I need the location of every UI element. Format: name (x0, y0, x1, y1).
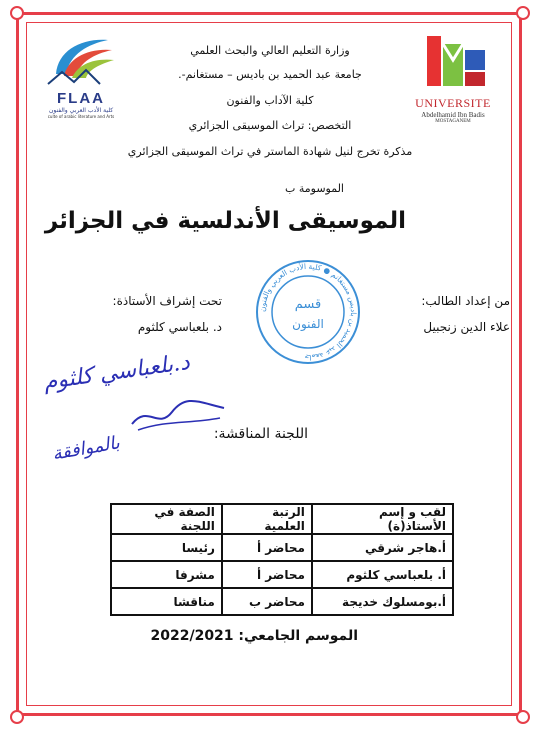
university-line: جامعة عبد الحميد بن باديس – مستغانم-. (178, 68, 362, 81)
committee-label: اللجنة المناقشة: (213, 426, 308, 442)
corner-ornament (10, 710, 24, 724)
committee-header-row (111, 504, 453, 534)
cell-name: أ. بلعباسي كلثوم (312, 561, 453, 588)
supervisor-label: تحت إشراف الأستاذة: (112, 294, 222, 308)
cell-name: أ.بومسلوك خديجة (312, 588, 453, 615)
header-cell-name: لقب و إسم الأستاذ(ة) (312, 504, 453, 534)
cell-role: مناقشا (111, 588, 222, 615)
university-logo-name: UNIVERSITE (415, 96, 491, 110)
faculty-logo-name: FLAA (57, 90, 105, 107)
faculty-line: كلية الآداب والفنون (226, 94, 314, 107)
signature-approval: بالموافقة (50, 432, 122, 465)
ministry-line: وزارة التعليم العالي والبحث العلمي (190, 44, 350, 57)
title-label: الموسومة ب (285, 182, 344, 195)
faculty-logo-caption: كلية الأدب العربي والفنون (48, 107, 114, 114)
student-name: علاء الدين زنجبيل (423, 320, 510, 334)
university-logo-emblem (413, 30, 493, 92)
thesis-title: الموسيقى الأندلسية في الجزائر (44, 208, 406, 234)
signature-name: د.بلعباسي كلثوم (41, 349, 192, 396)
table-row (111, 534, 453, 561)
stamp-center-line2: الفنون (292, 317, 324, 331)
cell-rank: محاضر ب (222, 588, 312, 615)
corner-ornament (516, 6, 530, 20)
cell-name: أ.هاجر شرقي (312, 534, 453, 561)
table-row (111, 561, 453, 588)
cell-role: مشرفا (111, 561, 222, 588)
thesis-type-line: مذكرة تخرج لنيل شهادة الماستر في تراث الموسيقى الجزائري (127, 145, 413, 158)
academic-year: الموسم الجامعي: 2022/2021 (150, 628, 358, 644)
stamp-ring-text: جامعة عبد الحميد بن باديس مستغانم ● كلية الأدب العربي والفنون (257, 261, 359, 363)
header-cell-rank: الرتبة العلمية (222, 504, 312, 534)
cell-role: رئيسا (111, 534, 222, 561)
student-label: من إعداد الطالب: (421, 294, 510, 308)
department-stamp (254, 258, 362, 366)
specialty-line: التخصص: تراث الموسيقى الجزائري (188, 119, 352, 132)
university-logo-line2: Abdelhamid Ibn Badis (421, 111, 485, 119)
supervisor-name: د. بلعباسي كلثوم (137, 320, 222, 334)
committee-table (110, 503, 454, 616)
header-cell-role: الصفة في اللجنة (111, 504, 222, 534)
corner-ornament (10, 6, 24, 20)
faculty-logo-emblem (42, 30, 120, 90)
table-row (111, 588, 453, 615)
university-logo-line3: MOSTAGANEM (435, 119, 471, 124)
cell-rank: محاضر أ (222, 561, 312, 588)
cell-rank: محاضر أ (222, 534, 312, 561)
stamp-center-line1: قسم (294, 297, 322, 312)
faculty-logo-subcaption: culte of arabic literature and Arts (47, 114, 115, 119)
corner-ornament (516, 710, 530, 724)
